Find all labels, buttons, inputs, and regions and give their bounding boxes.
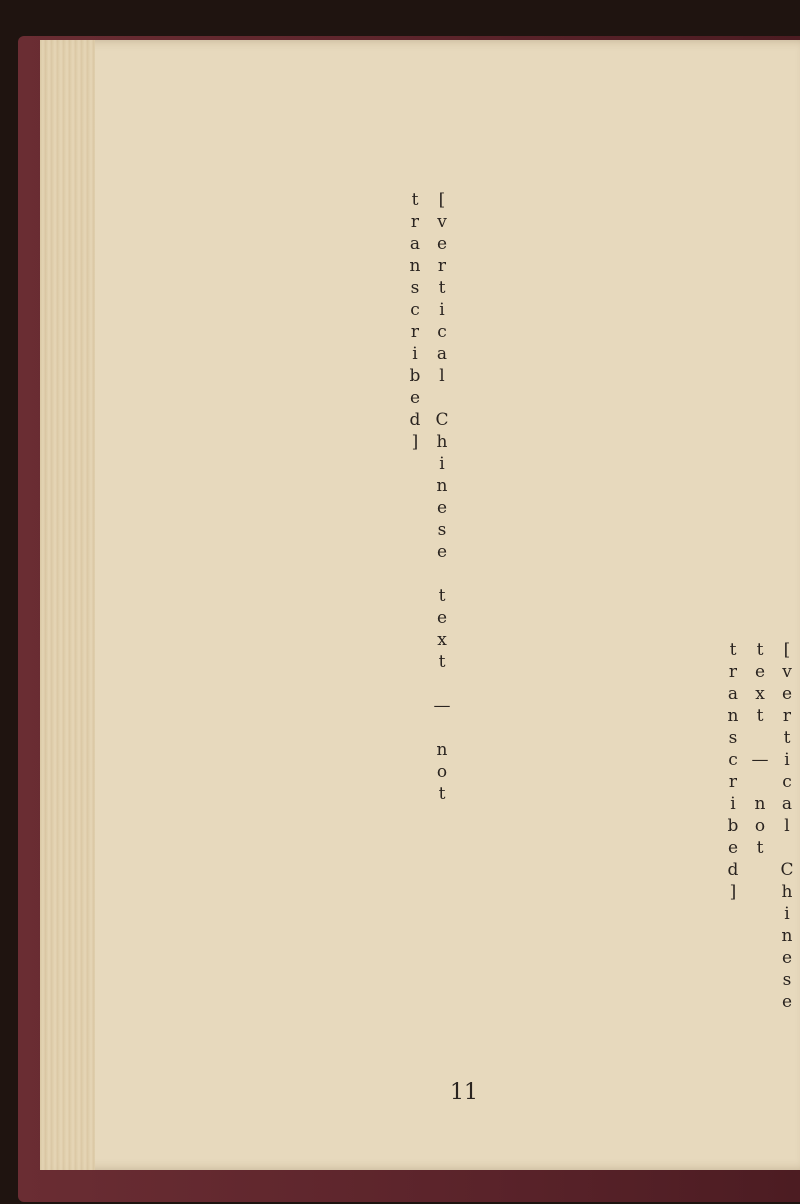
page-number: 11 (450, 1080, 478, 1105)
text-column-right: [vertical Chinese text — not transcribed] (723, 640, 797, 1014)
page-gutter (40, 40, 95, 1170)
text-column-left: [vertical Chinese text — not transcribed] (405, 190, 452, 806)
document-page (40, 40, 800, 1170)
